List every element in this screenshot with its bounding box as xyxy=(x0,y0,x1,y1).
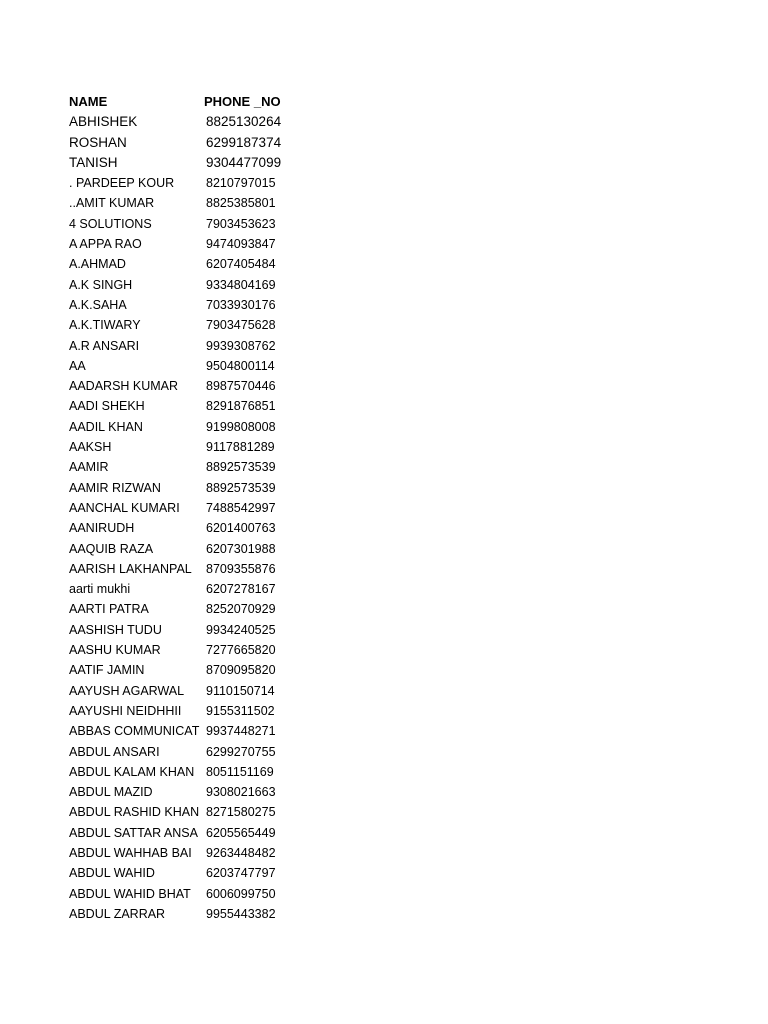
table-row xyxy=(68,396,488,416)
contact-phone: 6299270755 xyxy=(206,744,276,759)
contact-name: ABDUL ZARRAR xyxy=(69,906,166,921)
table-row xyxy=(68,681,488,701)
table-row xyxy=(68,376,488,396)
contact-phone: 6207405484 xyxy=(206,257,276,272)
contact-name: ROSHAN xyxy=(69,134,127,150)
contact-phone: 9304477099 xyxy=(206,154,282,170)
table-row xyxy=(68,193,488,213)
contact-phone: 9939308762 xyxy=(206,338,276,353)
contact-name: AAMIR RIZWAN xyxy=(69,480,161,495)
contact-phone: 8709355876 xyxy=(206,561,276,576)
contact-phone: 9934240525 xyxy=(206,622,276,637)
table-row xyxy=(68,660,488,680)
table-row xyxy=(68,539,488,559)
contact-phone: 8252070929 xyxy=(206,602,276,617)
contact-name: ABHISHEK xyxy=(69,114,138,130)
contact-phone: 8051151169 xyxy=(206,764,274,779)
contact-name: 4 SOLUTIONS xyxy=(69,216,152,231)
contact-name: AASHU KUMAR xyxy=(69,643,161,658)
contact-name: ABDUL MAZID xyxy=(69,785,153,800)
contact-name: ABDUL WAHID BHAT xyxy=(69,886,191,901)
contact-name: AADI SHEKH xyxy=(69,399,145,414)
contact-name: AARTI PATRA xyxy=(69,602,149,617)
contact-name: AATIF JAMIN xyxy=(69,663,145,678)
contact-name: TANISH xyxy=(69,154,118,170)
contact-phone: 9110150714 xyxy=(206,683,275,698)
contact-name: AANCHAL KUMARI xyxy=(69,500,180,515)
table-row xyxy=(68,417,488,437)
contact-phone: 9504800114 xyxy=(206,358,275,373)
contact-phone: 8291876851 xyxy=(206,399,276,414)
contact-name: AAYUSH AGARWAL xyxy=(69,683,185,698)
contact-phone: 8271580275 xyxy=(206,805,276,820)
contact-phone: 9308021663 xyxy=(206,785,276,800)
contact-table xyxy=(68,92,488,924)
table-row xyxy=(68,904,488,924)
table-row xyxy=(68,559,488,579)
contact-name: AAKSH xyxy=(69,440,112,455)
table-row xyxy=(68,234,488,254)
contact-phone: 6205565449 xyxy=(206,825,276,840)
contact-phone: 7488542997 xyxy=(206,500,276,515)
contact-name: A.R ANSARI xyxy=(69,338,140,353)
table-row xyxy=(68,153,488,173)
contact-phone: 6201400763 xyxy=(206,521,276,536)
contact-phone: 8892573539 xyxy=(206,460,276,475)
contact-name: ABBAS COMMUNICAT xyxy=(69,724,200,739)
contact-phone: 8709095820 xyxy=(206,663,276,678)
contact-name: AARISH LAKHANPAL xyxy=(69,561,192,576)
table-row xyxy=(68,254,488,274)
contact-name: AADIL KHAN xyxy=(69,419,143,434)
contact-name: AAMIR xyxy=(69,460,109,475)
table-row xyxy=(68,802,488,822)
contact-name: ABDUL ANSARI xyxy=(69,744,160,759)
contact-name: A.K SINGH xyxy=(69,277,133,292)
table-row xyxy=(68,518,488,538)
contact-name: A.K.TIWARY xyxy=(69,318,141,333)
contact-name: ABDUL WAHID xyxy=(69,866,155,881)
contact-name: ABDUL SATTAR ANSA xyxy=(69,825,198,840)
contact-phone: 9474093847 xyxy=(206,237,276,252)
table-header-row xyxy=(68,92,488,112)
table-row xyxy=(68,437,488,457)
table-row xyxy=(68,498,488,518)
contact-phone: 9263448482 xyxy=(206,845,276,860)
table-row xyxy=(68,762,488,782)
table-row xyxy=(68,823,488,843)
table-row xyxy=(68,315,488,335)
contact-name: AADARSH KUMAR xyxy=(69,379,179,394)
contact-name: AAYUSHI NEIDHHII xyxy=(69,703,182,718)
contact-phone: 7903475628 xyxy=(206,318,276,333)
phone-column-header: PHONE _NO xyxy=(204,94,281,109)
contact-name: A APPA RAO xyxy=(69,237,142,252)
contact-phone: 6207278167 xyxy=(206,582,276,597)
contact-name: aarti mukhi xyxy=(69,582,131,597)
contact-phone: 8987570446 xyxy=(206,379,276,394)
name-column-header: NAME xyxy=(69,94,108,109)
contact-name: . PARDEEP KOUR xyxy=(69,176,175,191)
contact-name: AANIRUDH xyxy=(69,521,135,536)
table-row xyxy=(68,701,488,721)
contact-name: AA xyxy=(69,358,86,373)
contact-name: ABDUL KALAM KHAN xyxy=(69,764,195,779)
contact-phone: 6299187374 xyxy=(206,134,282,150)
contact-name: ABDUL WAHHAB BAI xyxy=(69,845,192,860)
table-row xyxy=(68,356,488,376)
table-row xyxy=(68,112,488,132)
contact-phone: 6006099750 xyxy=(206,886,276,901)
table-row xyxy=(68,173,488,193)
contact-phone: 6207301988 xyxy=(206,541,276,556)
contact-phone: 9334804169 xyxy=(206,277,276,292)
table-row xyxy=(68,336,488,356)
table-row xyxy=(68,782,488,802)
contact-phone: 8825385801 xyxy=(206,196,276,211)
table-row xyxy=(68,599,488,619)
table-row xyxy=(68,478,488,498)
contact-phone: 8892573539 xyxy=(206,480,276,495)
table-row xyxy=(68,863,488,883)
contact-phone: 6203747797 xyxy=(206,866,276,881)
contact-phone: 9155311502 xyxy=(206,703,275,718)
table-row xyxy=(68,843,488,863)
table-row xyxy=(68,133,488,153)
contact-phone: 8210797015 xyxy=(206,176,276,191)
contact-phone: 7277665820 xyxy=(206,643,276,658)
table-row xyxy=(68,275,488,295)
contact-phone: 9199808008 xyxy=(206,419,276,434)
table-row xyxy=(68,620,488,640)
contact-phone: 7903453623 xyxy=(206,216,276,231)
contact-phone: 7033930176 xyxy=(206,297,276,312)
table-row xyxy=(68,579,488,599)
contact-name: AAQUIB RAZA xyxy=(69,541,154,556)
table-row xyxy=(68,295,488,315)
table-row xyxy=(68,721,488,741)
contact-name: A.AHMAD xyxy=(69,257,126,272)
contact-name: ..AMIT KUMAR xyxy=(69,196,155,211)
table-row xyxy=(68,742,488,762)
contact-phone: 9937448271 xyxy=(206,724,276,739)
table-row xyxy=(68,640,488,660)
contact-name: A.K.SAHA xyxy=(69,297,127,312)
table-row xyxy=(68,457,488,477)
contact-name: ABDUL RASHID KHAN xyxy=(69,805,200,820)
table-body xyxy=(68,112,488,924)
contact-phone: 8825130264 xyxy=(206,114,282,130)
contact-name: AASHISH TUDU xyxy=(69,622,162,637)
table-row xyxy=(68,884,488,904)
contact-phone: 9117881289 xyxy=(206,440,275,455)
contact-phone: 9955443382 xyxy=(206,906,276,921)
table-row xyxy=(68,214,488,234)
